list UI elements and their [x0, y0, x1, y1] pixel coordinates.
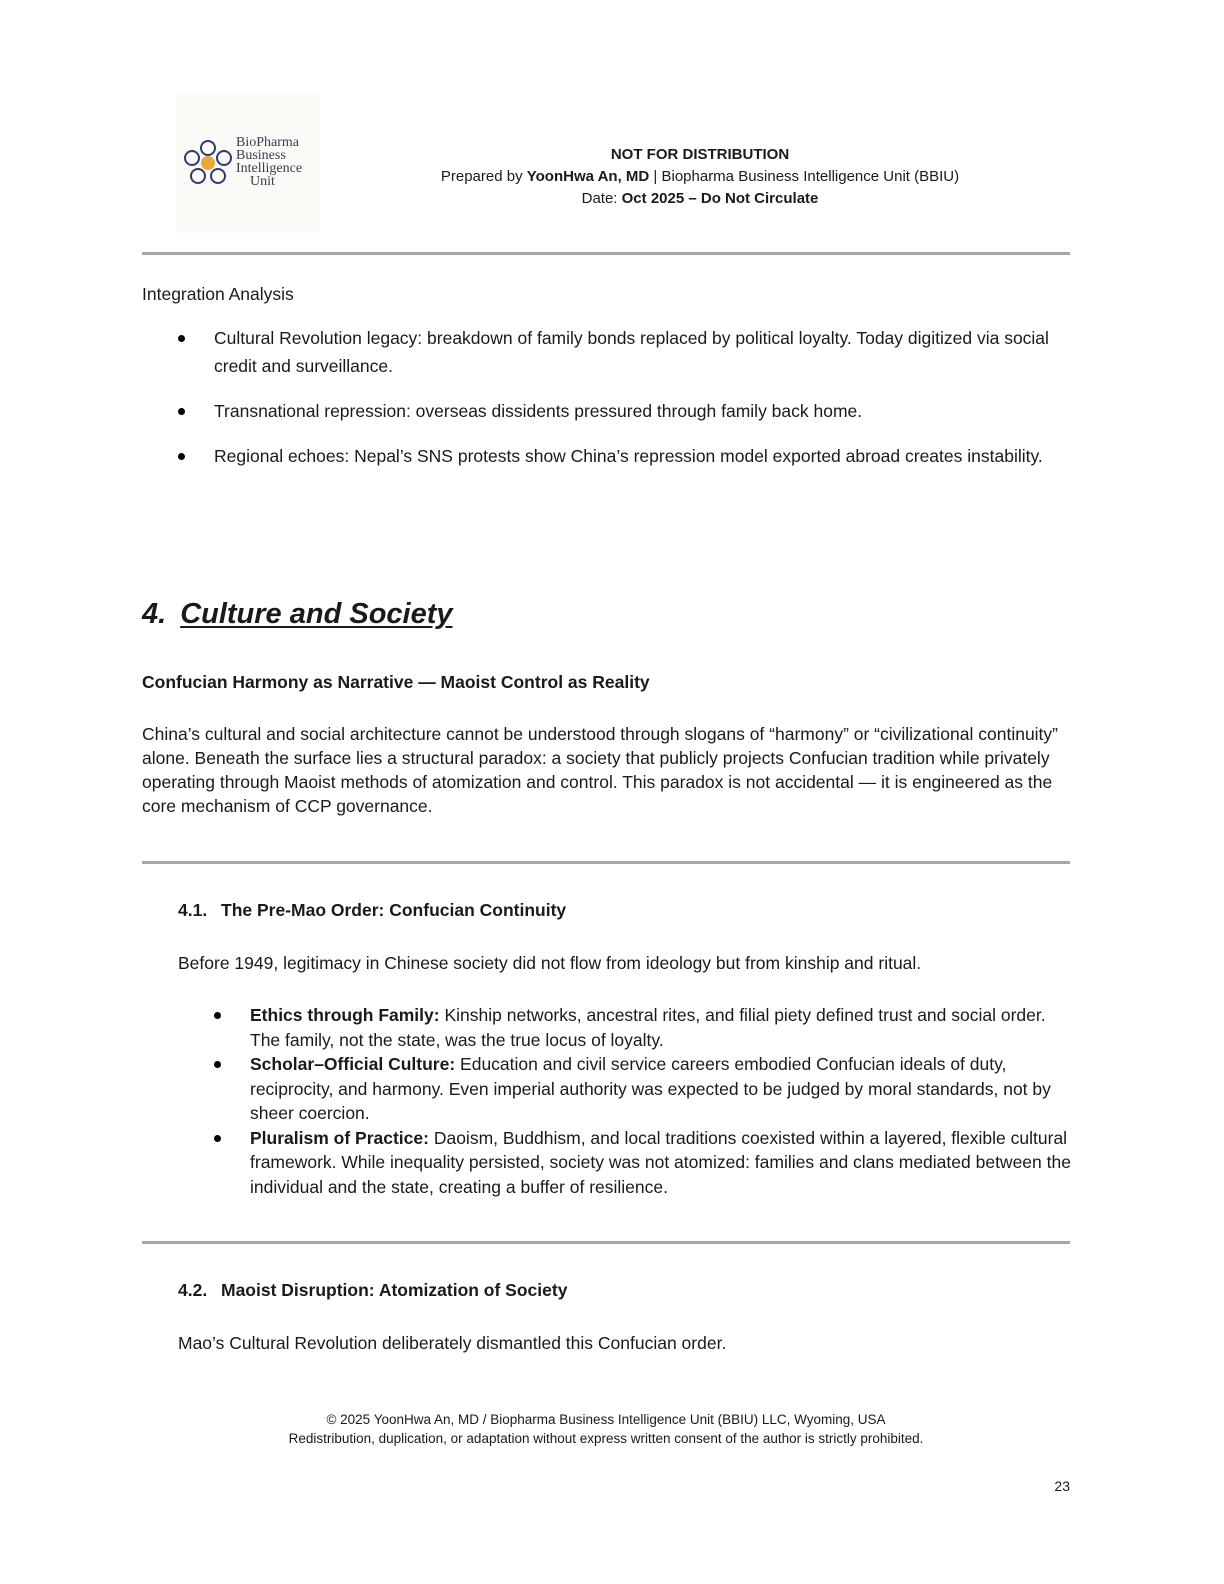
section-divider — [142, 861, 1070, 864]
integration-list — [178, 324, 1058, 470]
section-intro: China’s cultural and social architecture cannot be understood through slogans of “harmony” or “civilizational continuity” alone. Beneath the surface lies a structural paradox: a society that publicly projects Confucian tradition while privately operating through Maoist methods of atomization and control. This paradox is not accidental — it is engineered as the core mechanism of CCP governance. — [142, 724, 1058, 816]
subsection-title: Maoist Disruption: Atomization of Society — [221, 1280, 568, 1300]
s41-list — [214, 1003, 1074, 1199]
subsection-intro: Before 1949, legitimacy in Chinese society did not flow from ideology but from kinship and ritual. — [178, 953, 922, 973]
author-name: YoonHwa An, MD — [526, 168, 650, 185]
section-subtitle: Confucian Harmony as Narrative — Maoist Control as Reality — [142, 672, 650, 692]
date-value: Oct 2025 – Do Not Circulate — [621, 190, 819, 207]
section-divider — [142, 1241, 1070, 1244]
item-text: Daoism, Buddhism, and local traditions coexisted within a layered, flexible cultural framework. While inequality persisted, society was not atomized: families and clans mediated between the individual and the state, creating a buffer of resilience. — [250, 1127, 1071, 1197]
section-heading — [142, 598, 453, 631]
prepared-suffix: | Biopharma Business Intelligence Unit (BBIU) — [649, 168, 960, 185]
copyright-footer — [142, 1410, 1070, 1448]
header-divider — [142, 252, 1070, 255]
subsection-title: The Pre-Mao Order: Confucian Continuity — [221, 900, 567, 920]
subsection-intro: Mao’s Cultural Revolution deliberately dismantled this Confucian order. — [178, 1333, 727, 1353]
item-text: Education and civil service careers embodied Confucian ideals of duty, reciprocity, and harmony. Even imperial authority was expected to be judged by moral standards, not by sheer coercion. — [250, 1054, 1051, 1123]
prepared-by-line — [330, 166, 1070, 188]
prepared-prefix: Prepared by — [440, 168, 527, 185]
list-item: Cultural Revolution legacy: breakdown of family bonds replaced by political loyalty. Today digitized via social credit and surveillance. — [178, 324, 1058, 380]
logo-line: Business — [236, 148, 286, 163]
list-item — [214, 1126, 1074, 1200]
integration-heading: Integration Analysis — [142, 284, 294, 304]
section-number: 4. — [142, 598, 167, 630]
bbiu-logo — [176, 92, 320, 232]
logo-wordmark — [236, 136, 302, 188]
copyright-line: © 2025 YoonHwa An, MD / Biopharma Business Intelligence Unit (BBIU) LLC, Wyoming, USA — [326, 1412, 886, 1427]
item-label: Scholar–Official Culture: — [250, 1054, 456, 1074]
subsection-number: 4.2. — [178, 1280, 208, 1300]
list-item — [214, 1052, 1074, 1126]
date-line — [330, 188, 1070, 210]
logo-line: Unit — [250, 174, 275, 189]
subsection-number: 4.1. — [178, 900, 208, 920]
subsection-heading — [178, 900, 566, 921]
item-label: Ethics through Family: — [250, 1005, 440, 1025]
item-text: Kinship networks, ancestral rites, and filial piety defined trust and social order. The family, not the state, was the true locus of loyalty. — [250, 1005, 1046, 1050]
subsection-heading — [178, 1280, 567, 1301]
logo-line: BioPharma — [236, 135, 299, 150]
flower-network-icon — [182, 138, 234, 186]
logo-line: Intelligence — [236, 161, 303, 176]
page-number: 23 — [1054, 1478, 1070, 1494]
list-item: Regional echoes: Nepal’s SNS protests show China’s repression model exported abroad creates instability. — [178, 442, 1058, 470]
rights-line: Redistribution, duplication, or adaptation without express written consent of the author is strictly prohibited. — [288, 1431, 924, 1446]
list-item — [214, 1003, 1074, 1052]
list-item: Transnational repression: overseas dissidents pressured through family back home. — [178, 397, 1058, 425]
distribution-notice: NOT FOR DISTRIBUTION — [610, 146, 790, 163]
date-prefix: Date: — [581, 190, 622, 207]
item-label: Pluralism of Practice: — [250, 1127, 429, 1148]
section-title: Culture and Society — [180, 598, 453, 630]
document-header — [330, 144, 1070, 210]
